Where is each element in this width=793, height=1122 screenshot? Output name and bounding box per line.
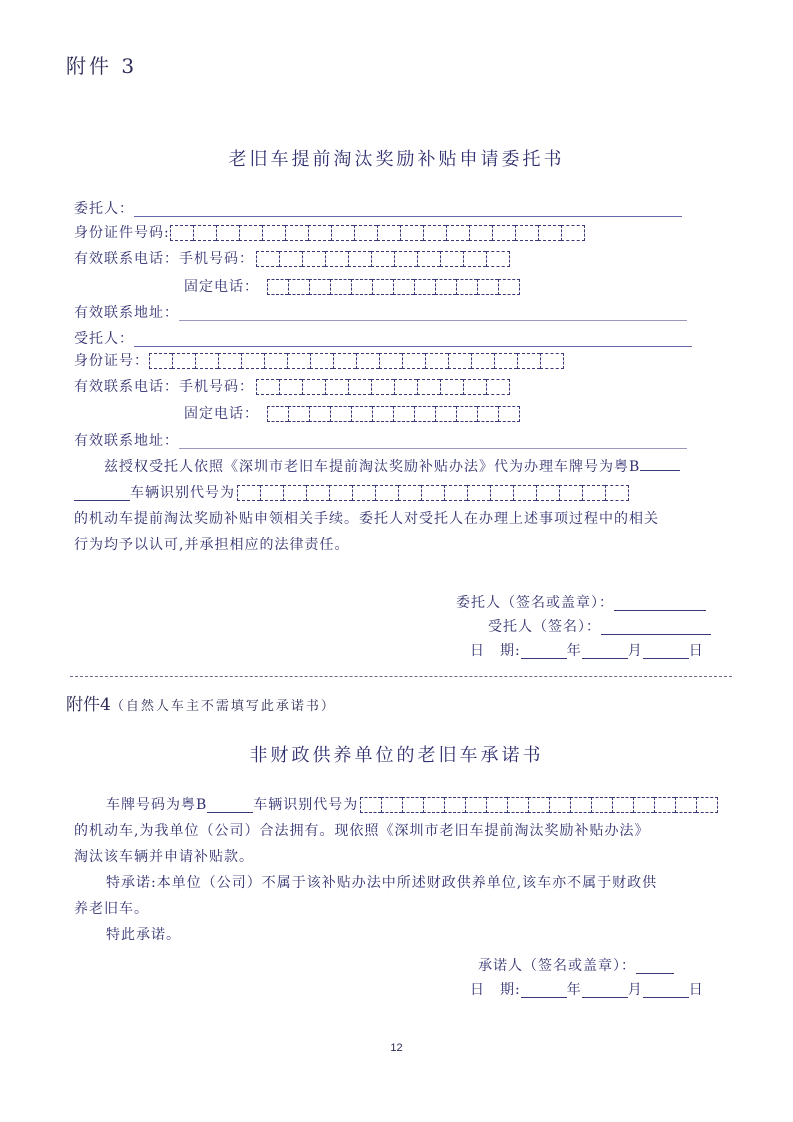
character-box[interactable] bbox=[536, 485, 559, 501]
character-box[interactable] bbox=[477, 279, 498, 295]
vin-label: 车辆识别代号为 bbox=[130, 485, 235, 501]
character-box[interactable] bbox=[330, 406, 351, 422]
principal-id-label: 身份证件号码: bbox=[74, 225, 170, 241]
character-box[interactable] bbox=[283, 485, 306, 501]
character-box[interactable] bbox=[375, 485, 398, 501]
character-box[interactable] bbox=[477, 406, 498, 422]
character-box[interactable] bbox=[381, 797, 402, 813]
character-box[interactable] bbox=[195, 353, 218, 369]
attachment4-date-row bbox=[470, 979, 704, 1001]
agent-signature-field[interactable] bbox=[601, 620, 711, 635]
character-box[interactable] bbox=[267, 279, 288, 295]
character-box[interactable] bbox=[393, 279, 414, 295]
attachment-3-label: 附件 3 bbox=[66, 54, 138, 78]
character-box[interactable] bbox=[591, 797, 612, 813]
character-box[interactable] bbox=[285, 225, 308, 241]
character-box[interactable] bbox=[149, 353, 172, 369]
principal-id-row bbox=[74, 222, 585, 244]
character-box[interactable] bbox=[444, 485, 467, 501]
promisor-signature-label: 承诺人（签名或盖章）： bbox=[478, 958, 636, 974]
page-number: 12 bbox=[390, 1042, 403, 1054]
character-box[interactable] bbox=[372, 406, 393, 422]
character-box[interactable] bbox=[417, 251, 440, 267]
character-box[interactable] bbox=[302, 251, 325, 267]
character-box[interactable] bbox=[425, 353, 448, 369]
year-field[interactable] bbox=[521, 983, 567, 998]
character-box[interactable] bbox=[170, 225, 193, 241]
principal-name-field[interactable] bbox=[134, 202, 682, 217]
day-label: 日 bbox=[688, 643, 704, 659]
date-label: 日 期: bbox=[470, 982, 521, 998]
character-box[interactable] bbox=[538, 225, 561, 241]
principal-signature-row bbox=[456, 592, 706, 614]
agent-address-label: 有效联系地址： bbox=[74, 433, 179, 449]
character-box[interactable] bbox=[256, 379, 279, 395]
attachment3-date-row bbox=[470, 640, 704, 662]
character-box[interactable] bbox=[421, 485, 444, 501]
character-box[interactable] bbox=[435, 406, 456, 422]
character-box[interactable] bbox=[467, 485, 490, 501]
character-box[interactable] bbox=[486, 379, 510, 395]
character-box[interactable] bbox=[306, 485, 329, 501]
authorization-line-1: 兹授权受托人依照《深圳市老旧车提前淘汰奖励补贴办法》代为办理车牌号为粤B bbox=[104, 459, 641, 475]
agent-signature-label: 受托人（签名）： bbox=[488, 619, 601, 635]
agent-address-row bbox=[74, 430, 687, 452]
attachment-4-note: （自然人车主不需填写此承诺书） bbox=[110, 699, 336, 714]
character-box[interactable] bbox=[423, 797, 444, 813]
character-box[interactable] bbox=[675, 797, 696, 813]
character-box[interactable] bbox=[486, 251, 510, 267]
character-box[interactable] bbox=[348, 379, 371, 395]
agent-id-boxes[interactable] bbox=[149, 353, 564, 369]
agent-row bbox=[74, 328, 692, 350]
character-box[interactable] bbox=[465, 797, 486, 813]
character-box[interactable] bbox=[605, 485, 629, 501]
year-label: 年 bbox=[566, 643, 582, 659]
character-box[interactable] bbox=[348, 251, 371, 267]
character-box[interactable] bbox=[549, 797, 570, 813]
character-box[interactable] bbox=[371, 251, 394, 267]
character-box[interactable] bbox=[423, 225, 446, 241]
character-box[interactable] bbox=[494, 353, 517, 369]
plate-number-field-start[interactable] bbox=[640, 456, 680, 471]
character-box[interactable] bbox=[279, 251, 302, 267]
character-box[interactable] bbox=[325, 379, 348, 395]
agent-name-field[interactable] bbox=[134, 332, 692, 347]
agent-landline-label: 固定电话： bbox=[184, 406, 259, 422]
section-separator bbox=[70, 676, 732, 677]
character-box[interactable] bbox=[351, 279, 372, 295]
character-box[interactable] bbox=[540, 353, 564, 369]
character-box[interactable] bbox=[469, 225, 492, 241]
character-box[interactable] bbox=[456, 279, 477, 295]
character-box[interactable] bbox=[582, 485, 605, 501]
agent-mobile-label: 有效联系电话：手机号码： bbox=[74, 379, 254, 395]
character-box[interactable] bbox=[333, 353, 356, 369]
principal-row bbox=[74, 198, 682, 220]
character-box[interactable] bbox=[237, 485, 260, 501]
agent-id-row bbox=[74, 350, 564, 372]
character-box[interactable] bbox=[288, 279, 309, 295]
character-box[interactable] bbox=[414, 406, 435, 422]
promisor-signature-field[interactable] bbox=[636, 959, 674, 974]
agent-landline-boxes[interactable] bbox=[267, 406, 520, 422]
character-box[interactable] bbox=[354, 225, 377, 241]
character-box[interactable] bbox=[264, 353, 287, 369]
character-box[interactable] bbox=[444, 797, 465, 813]
character-box[interactable] bbox=[507, 797, 528, 813]
character-box[interactable] bbox=[515, 225, 538, 241]
character-box[interactable] bbox=[329, 485, 352, 501]
month-label: 月 bbox=[627, 643, 643, 659]
principal-mobile-label: 有效联系电话：手机号码： bbox=[74, 251, 254, 267]
character-box[interactable] bbox=[654, 797, 675, 813]
principal-mobile-boxes[interactable] bbox=[256, 251, 510, 267]
commitment-vin-boxes[interactable] bbox=[360, 797, 718, 813]
agent-label: 受托人： bbox=[74, 331, 134, 347]
character-box[interactable] bbox=[446, 225, 469, 241]
character-box[interactable] bbox=[398, 485, 421, 501]
character-box[interactable] bbox=[440, 379, 463, 395]
agent-mobile-boxes[interactable] bbox=[256, 379, 510, 395]
principal-id-boxes[interactable] bbox=[170, 225, 585, 241]
character-box[interactable] bbox=[352, 485, 375, 501]
attachment-4-title: 非财政供养单位的老旧车承诺书 bbox=[249, 745, 544, 766]
agent-signature-row bbox=[488, 616, 711, 638]
attachment-4-label: 附件4 bbox=[66, 695, 111, 715]
character-box[interactable] bbox=[498, 406, 520, 422]
year-field[interactable] bbox=[521, 644, 567, 659]
character-box[interactable] bbox=[402, 353, 425, 369]
character-box[interactable] bbox=[612, 797, 633, 813]
character-box[interactable] bbox=[309, 279, 330, 295]
character-box[interactable] bbox=[371, 379, 394, 395]
character-box[interactable] bbox=[288, 406, 309, 422]
principal-signature-field[interactable] bbox=[614, 596, 706, 611]
agent-address-field[interactable] bbox=[179, 434, 687, 449]
principal-address-field[interactable] bbox=[179, 306, 687, 321]
character-box[interactable] bbox=[394, 251, 417, 267]
character-box[interactable] bbox=[267, 406, 288, 422]
date-label: 日 期: bbox=[470, 643, 521, 659]
month-field[interactable] bbox=[582, 983, 628, 998]
character-box[interactable] bbox=[435, 279, 456, 295]
character-box[interactable] bbox=[239, 225, 262, 241]
attachment-4-header bbox=[66, 690, 336, 715]
plate-number-field-end[interactable] bbox=[74, 486, 130, 501]
authorization-line-3: 的机动车提前淘汰奖励补贴申领相关手续。委托人对受托人在办理上述事项过程中的相关 bbox=[74, 511, 659, 527]
character-box[interactable] bbox=[287, 353, 310, 369]
principal-landline-boxes[interactable] bbox=[267, 279, 520, 295]
character-box[interactable] bbox=[193, 225, 216, 241]
character-box[interactable] bbox=[528, 797, 549, 813]
commitment-line-2: 的机动车,为我单位（公司）合法拥有。现依照《深圳市老旧车提前淘汰奖励补贴办法》 bbox=[74, 823, 650, 839]
agent-id-label: 身份证号： bbox=[74, 353, 149, 369]
character-box[interactable] bbox=[241, 353, 264, 369]
character-box[interactable] bbox=[463, 379, 486, 395]
character-box[interactable] bbox=[402, 797, 423, 813]
character-box[interactable] bbox=[325, 251, 348, 267]
authorization-line-4: 行为均予以认可,并承担相应的法律责任。 bbox=[74, 537, 350, 553]
vin-boxes[interactable] bbox=[237, 485, 629, 501]
commitment-plate-field[interactable] bbox=[207, 798, 253, 813]
character-box[interactable] bbox=[309, 406, 330, 422]
principal-label: 委托人： bbox=[74, 201, 134, 217]
character-box[interactable] bbox=[330, 279, 351, 295]
character-box[interactable] bbox=[377, 225, 400, 241]
promisor-signature-row bbox=[478, 955, 674, 977]
character-box[interactable] bbox=[308, 225, 331, 241]
plate-label: 车牌号码为粤B bbox=[106, 797, 208, 813]
character-box[interactable] bbox=[172, 353, 195, 369]
commitment-body bbox=[74, 792, 734, 948]
character-box[interactable] bbox=[262, 225, 285, 241]
agent-landline-row bbox=[184, 403, 520, 425]
principal-address-label: 有效联系地址： bbox=[74, 305, 179, 321]
character-box[interactable] bbox=[492, 225, 515, 241]
character-box[interactable] bbox=[256, 251, 279, 267]
character-box[interactable] bbox=[440, 251, 463, 267]
character-box[interactable] bbox=[513, 485, 536, 501]
character-box[interactable] bbox=[302, 379, 325, 395]
commitment-line-5: 养老旧车。 bbox=[74, 901, 149, 917]
character-box[interactable] bbox=[417, 379, 440, 395]
authorization-body bbox=[74, 454, 734, 558]
character-box[interactable] bbox=[517, 353, 540, 369]
character-box[interactable] bbox=[486, 797, 507, 813]
year-label: 年 bbox=[566, 982, 582, 998]
character-box[interactable] bbox=[463, 251, 486, 267]
character-box[interactable] bbox=[498, 279, 520, 295]
commitment-line-3: 淘汰该车辆并申请补贴款。 bbox=[74, 849, 254, 865]
character-box[interactable] bbox=[356, 353, 379, 369]
character-box[interactable] bbox=[372, 279, 393, 295]
character-box[interactable] bbox=[394, 379, 417, 395]
agent-mobile-row bbox=[74, 376, 510, 398]
character-box[interactable] bbox=[490, 485, 513, 501]
principal-mobile-row bbox=[74, 248, 510, 270]
character-box[interactable] bbox=[218, 353, 241, 369]
day-field[interactable] bbox=[643, 644, 689, 659]
day-label: 日 bbox=[688, 982, 704, 998]
character-box[interactable] bbox=[331, 225, 354, 241]
character-box[interactable] bbox=[448, 353, 471, 369]
character-box[interactable] bbox=[696, 797, 718, 813]
month-label: 月 bbox=[627, 982, 643, 998]
character-box[interactable] bbox=[561, 225, 585, 241]
principal-address-row bbox=[74, 302, 687, 324]
attachment-3-title: 老旧车提前淘汰奖励补贴申请委托书 bbox=[228, 149, 565, 170]
principal-landline-row bbox=[184, 276, 520, 298]
character-box[interactable] bbox=[310, 353, 333, 369]
character-box[interactable] bbox=[400, 225, 423, 241]
character-box[interactable] bbox=[393, 406, 414, 422]
commitment-vin-label: 车辆识别代号为 bbox=[253, 797, 359, 813]
principal-signature-label: 委托人（签名或盖章）： bbox=[456, 595, 614, 611]
character-box[interactable] bbox=[260, 485, 283, 501]
commitment-line-4: 特承诺:本单位（公司）不属于该补贴办法中所述财政供养单位,该车亦不属于财政供 bbox=[106, 875, 658, 891]
character-box[interactable] bbox=[559, 485, 582, 501]
character-box[interactable] bbox=[379, 353, 402, 369]
principal-landline-label: 固定电话： bbox=[184, 279, 259, 295]
character-box[interactable] bbox=[360, 797, 381, 813]
day-field[interactable] bbox=[643, 983, 689, 998]
month-field[interactable] bbox=[582, 644, 628, 659]
character-box[interactable] bbox=[633, 797, 654, 813]
character-box[interactable] bbox=[456, 406, 477, 422]
commitment-line-6: 特此承诺。 bbox=[106, 927, 181, 943]
character-box[interactable] bbox=[216, 225, 239, 241]
character-box[interactable] bbox=[471, 353, 494, 369]
character-box[interactable] bbox=[414, 279, 435, 295]
character-box[interactable] bbox=[351, 406, 372, 422]
character-box[interactable] bbox=[570, 797, 591, 813]
character-box[interactable] bbox=[279, 379, 302, 395]
